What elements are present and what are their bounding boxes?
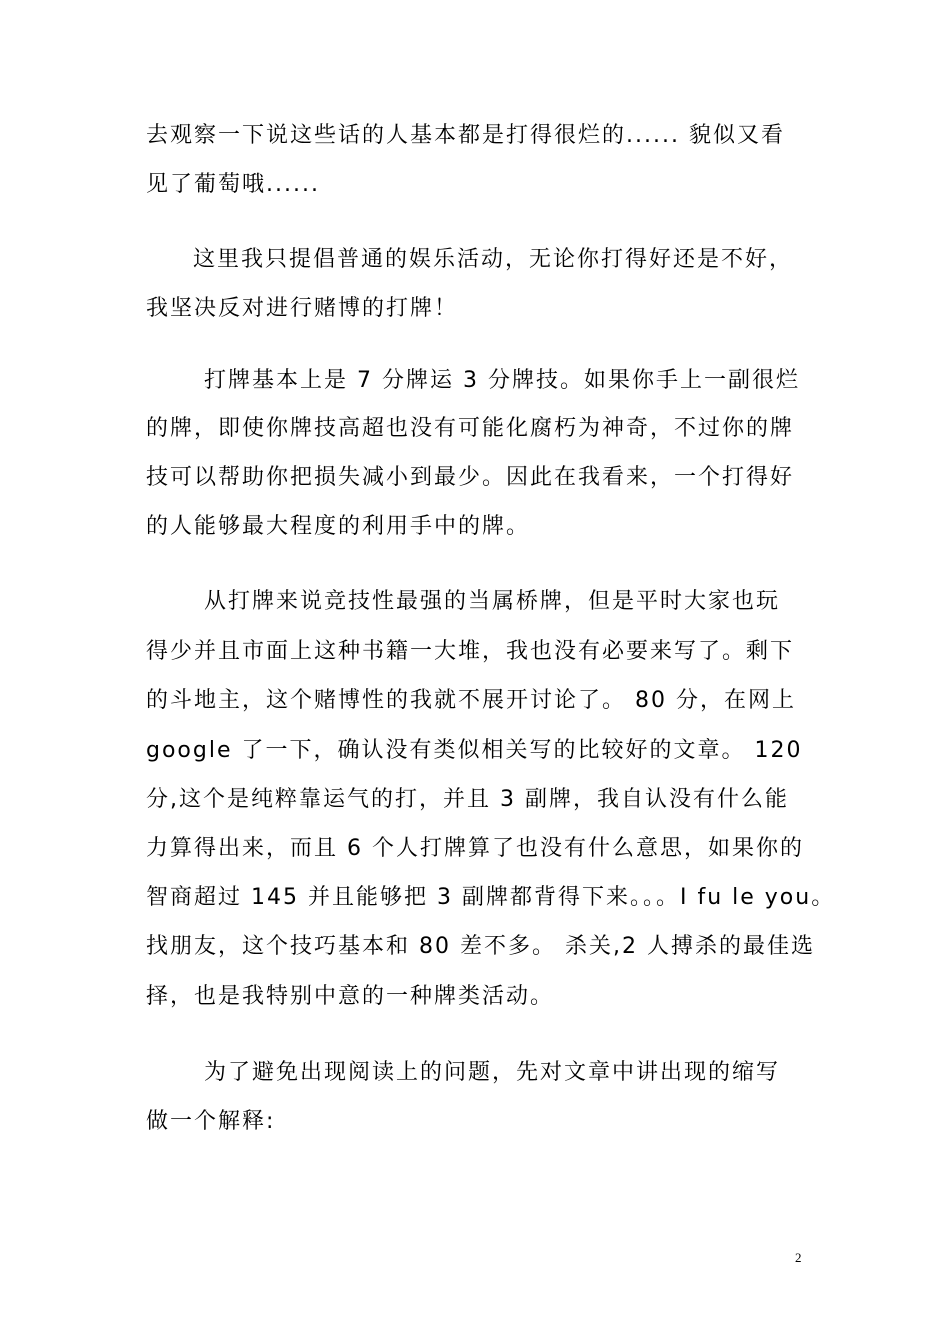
text-line: 择，也是我特别中意的一种牌类活动。 [146, 984, 555, 1009]
text-line: 的牌，即使你牌技高超也没有可能化腐朽为神奇，不过你的牌 [146, 416, 795, 441]
text-line: 这里我只提倡普通的娱乐活动，无论你打得好还是不好， [193, 247, 794, 272]
text-line: 为了避免出现阅读上的问题，先对文章中讲出现的缩写 [204, 1060, 781, 1085]
text-line: google 了一下，确认没有类似相关写的比较好的文章。 120 [146, 738, 803, 763]
text-line: 技可以帮助你把损失减小到最少。因此在我看来，一个打得好 [146, 465, 795, 490]
text-line: 打牌基本上是 7 分牌运 3 分牌技。如果你手上一副很烂 [204, 368, 800, 393]
text-line: 得少并且市面上这种书籍一大堆，我也没有必要来写了。剩下 [146, 639, 795, 664]
text-line: 去观察一下说这些话的人基本都是打得很烂的...... 貌似又看 [146, 123, 785, 148]
text-line: 从打牌来说竞技性最强的当属桥牌，但是平时大家也玩 [204, 589, 781, 614]
text-line: 找朋友，这个技巧基本和 80 差不多。 杀关,2 人搏杀的最佳选 [146, 934, 815, 959]
text-line: 力算得出来，而且 6 个人打牌算了也没有什么意思，如果你的 [146, 836, 804, 861]
text-line: 我坚决反对进行赌博的打牌！ [146, 296, 459, 321]
text-line: 的人能够最大程度的利用手中的牌。 [146, 514, 531, 539]
text-line: 做一个解释: [146, 1109, 276, 1134]
page-number: 2 [795, 1250, 802, 1265]
text-line: 分,这个是纯粹靠运气的打，并且 3 副牌，我自认没有什么能 [146, 787, 789, 812]
text-line: 见了葡萄哦...... [146, 172, 320, 197]
text-line: 的斗地主，这个赌博性的我就不展开讨论了。 80 分，在网上 [146, 688, 796, 713]
text-line: 智商超过 145 并且能够把 3 副牌都背得下来。。。I fu le you。 [146, 885, 836, 910]
